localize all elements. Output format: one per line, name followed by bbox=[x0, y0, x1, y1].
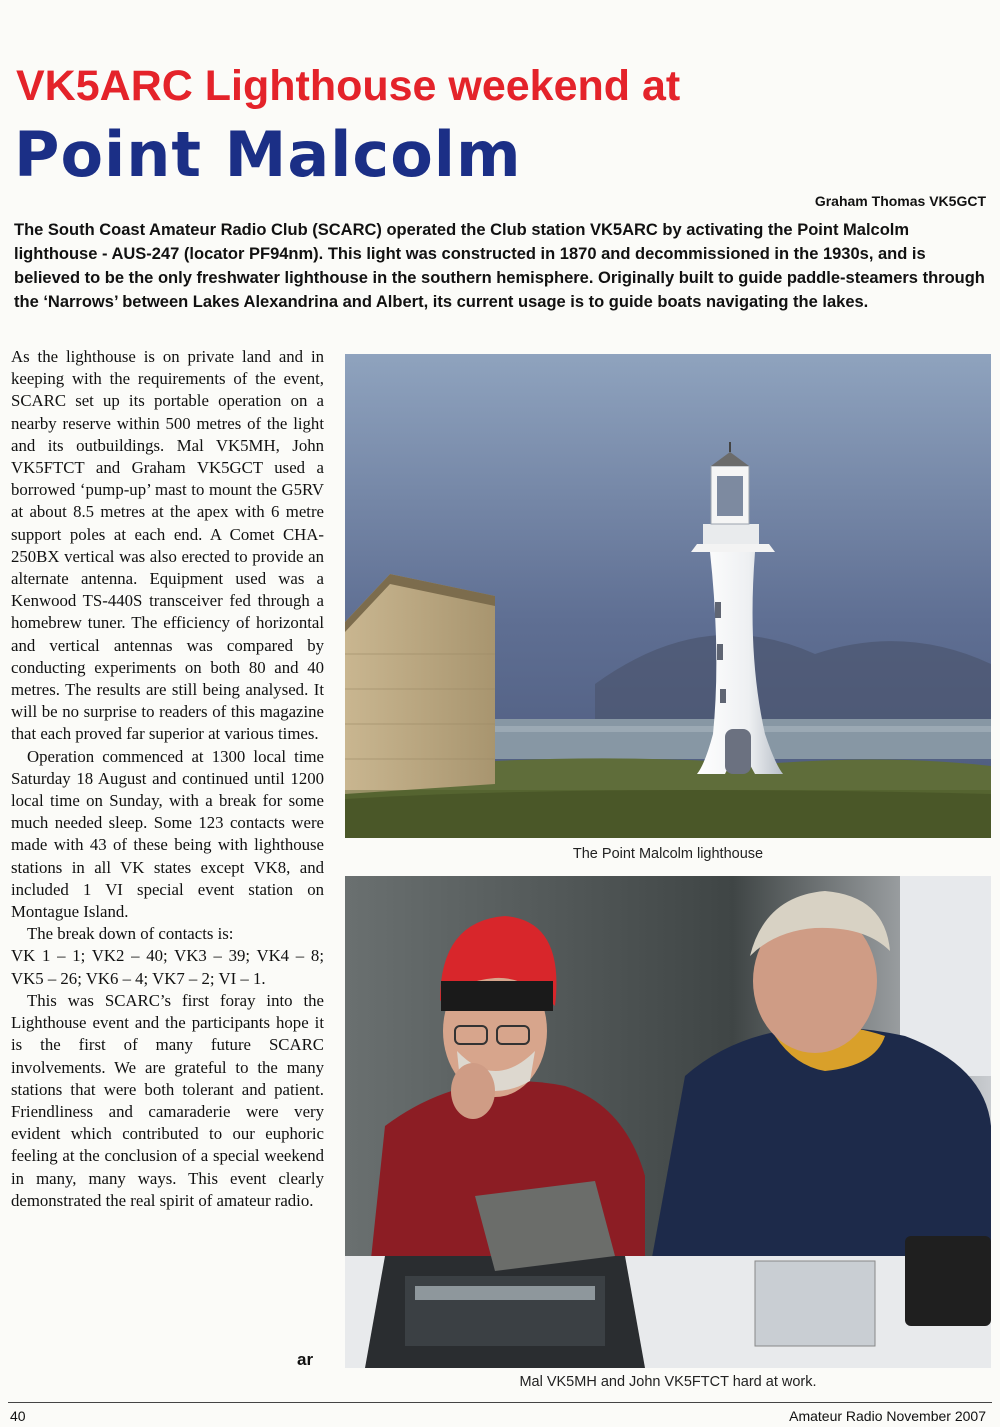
operators-photo bbox=[345, 876, 991, 1368]
body-paragraph-2: Operation commenced at 1300 local time Saturday 18 August and continued until 1200 local time on Sunday, with a break for some much needed sleep. Some 123 contacts were made with 43 of these being with lighthouse stations in all VK states except VK8, and included 1 VI special event station on Montague Island. bbox=[11, 746, 324, 922]
page-number: 40 bbox=[10, 1408, 26, 1424]
body-paragraph-3: The break down of contacts is: bbox=[27, 924, 234, 944]
body-paragraph-4: VK 1 – 1; VK2 – 40; VK3 – 39; VK4 – 8; VK5 – 26; VK6 – 4; VK7 – 2; VI – 1. bbox=[11, 946, 324, 988]
author-byline: Graham Thomas VK5GCT bbox=[814, 193, 986, 209]
article-signoff: ar bbox=[297, 1350, 314, 1369]
operators-photo-caption: Mal VK5MH and John VK5FTCT hard at work. bbox=[519, 1374, 817, 1390]
body-column bbox=[11, 346, 324, 1212]
article-title-line1: VK5ARC Lighthouse weekend at bbox=[16, 62, 681, 110]
lighthouse-photo-caption: The Point Malcolm lighthouse bbox=[572, 846, 764, 862]
body-paragraph-1: As the lighthouse is on private land and in keeping with the requirements of the event, SCARC set up its portable operation on a nearby reserve within 500 metres of the light and its outbuildings. Mal VK5MH, John VK5FTCT and Graham VK5GCT used a borrowed ‘pump-up’ mast to mount the G5RV at about 8.5 metres at the apex with 6 metre support poles at each end. A Comet CHA-250BX vertical was also erected to provide an alternate antenna. Equipment used was a Kenwood TS-440S transceiver fed through a homebrew tuner. The efficiency of horizontal and vertical antennas was compared by conducting experiments on both 80 and 40 metres. The results are still being analysed. It will be no surprise to readers of this magazine that each proved far superior at various times. bbox=[11, 347, 324, 744]
publication-footer: Amateur Radio November 2007 bbox=[789, 1408, 986, 1424]
lighthouse-photo bbox=[345, 354, 991, 838]
intro-paragraph: The South Coast Amateur Radio Club (SCARC) operated the Club station VK5ARC by activating the Point Malcolm lighthouse - AUS-247 (locator PF94nm). This light was constructed in 1870 and decommissioned in the 1930s, and is believed to be the only freshwater lighthouse in the southern hemisphere. Originally built to guide paddle-steamers through the ‘Narrows’ between Lakes Alexandrina and Albert, its current usage is to guide boats navigating the lakes. bbox=[14, 221, 985, 311]
article-title-line2: Point Malcolm bbox=[14, 118, 522, 191]
body-paragraph-5: This was SCARC’s first foray into the Lighthouse event and the participants hope it is the first of many future SCARC involvements. We are grateful to the many stations that were both tolerant and patient. Friendliness and camaraderie were very evident which contributed to our euphoric feeling at the conclusion of a special weekend in many, many ways. This event clearly demonstrated the real spirit of amateur radio. bbox=[11, 990, 324, 1210]
footer-divider bbox=[8, 1402, 992, 1403]
